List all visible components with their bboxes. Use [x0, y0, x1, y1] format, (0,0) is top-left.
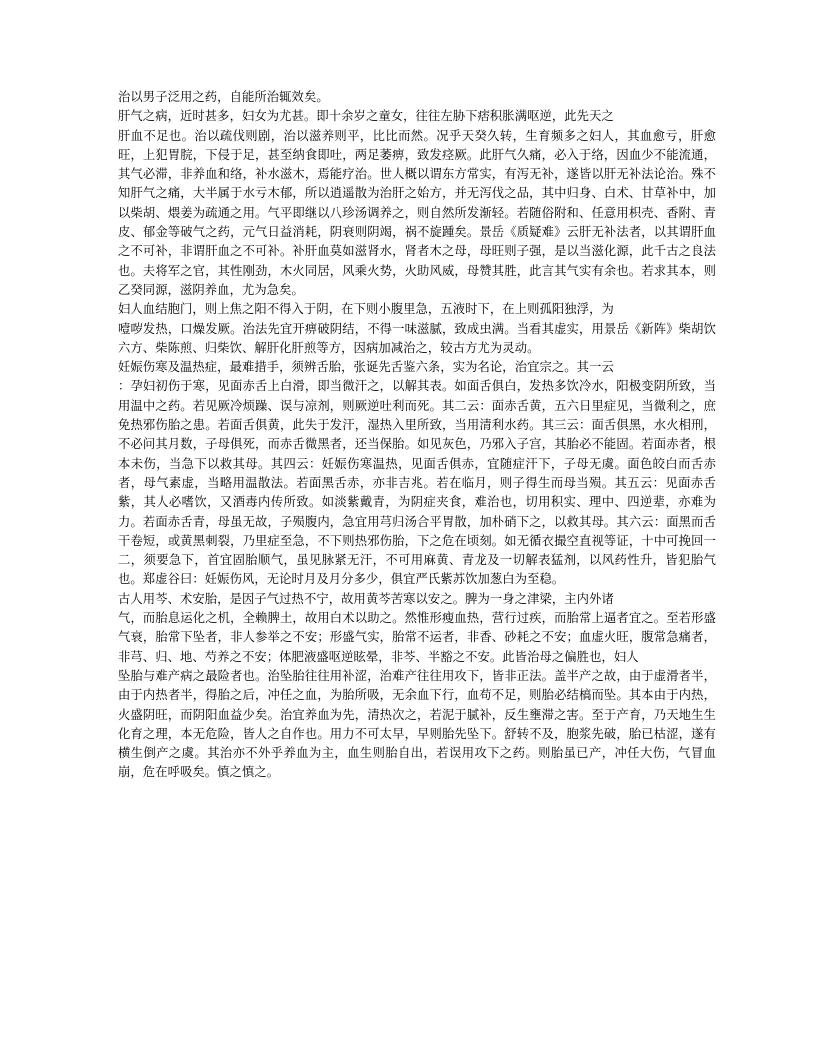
paragraph: 古人用芩、术安胎，是因子气过热不宁，故用黄芩苦寒以安之。脾为一身之津梁，主内外诸: [118, 591, 614, 606]
document-body: [118, 88, 716, 783]
paragraph: 气，而胎息运化之机，全赖脾土，故用白术以助之。然惟形瘦血热，营行过疾，而胎常上逼者宜之。至若形盛气衰，胎常下坠者，非人参举之不安；形盛气实，胎常不运者，非香、砂耗之不安；血虚火旺，腹常急痛者，非芎、归、地、芍养之不安；体肥液盛呕逆眩晕，非芩、半豁之不安。此皆治母之偏胜也，妇人: [118, 611, 716, 664]
paragraph: 妇人血结胞门，则上焦之阳不得入于阴，在下则小腹里急，五液时下，在上则孤阳独浮，为: [118, 302, 614, 317]
paragraph: 治以男子泛用之药，自能所治辄效矣。: [118, 90, 329, 104]
paragraph: 肝血不足也。治以疏伐则剧，治以滋养则平，比比而然。况乎天癸久转，生育频多之妇人，其血愈亏，肝愈旺，上犯胃脘，下侵于足，甚至纳食即吐，两足萎痹，致发痉厥。此肝气久痛，必入于络，因血少不能流通，其气必滞，非养血和络，补水滋木，焉能疗治。世人概以谓东方常实，有泻无补，遂皆以肝无补法论治。殊不知肝气之痛，大半属于水亏木郁，所以逍遥散为治肝之始方，并无泻伐之品，其中归身、白术、甘草补中，加以柴胡、煨姜为疏通之用。气平即继以八珍汤调养之，则自然所发渐轻。若随俗附和、任意用枳壳、香附、青皮、郁金等破气之药，元气日益消耗，阴衰则阴竭，祸不旋踵矣。景岳《质疑难》云肝无补法者，以其谓肝血之不可补，非谓肝血之不可补。补肝血莫如滋肾水，肾者木之母，母旺则子强，是以当滋化源，此千古之良法也。夫将军之官，其性刚劲，木火同居，风乘火势，火助风威，母赞其胜，此言其气实有余也。若求其本，则乙癸同源，滋阴养血，尤为急矣。: [118, 128, 716, 297]
paragraph: ：孕妇初伤于寒，见面赤舌上白滑，即当微汗之，以解其表。如面舌俱白，发热多饮冷水，阳极变阴所致，当用温中之药。若见厥冷烦躁、误与凉剂，则厥逆吐利而死。其二云：面赤舌黄，五六日里症见，当微利之，庶免热邪伤胎之患。若面舌俱黄，此失于发汗，湿热入里所致，当用清利水药。其三云：面舌俱黑，水火相刑，不必问其月数，子母俱死，而赤舌微黑者，还当保胎。如见灰色，乃邪入子宫，其胎必不能固。若面赤者，根本未伤，当急下以救其母。其四云：妊娠伤寒温热，见面舌俱赤，宜随症汗下，子母无虞。面色皎白而舌赤者，母气素虚，当略用温散法。若面黑舌赤，亦非吉兆。若在临月，则子得生而母当殒。其五云：见面赤舌紫，其人必嗜饮，又酒毒内传所致。如淡紫戴青，为阴症夹食，难治也，切用积实、理中、四逆辈，亦难为力。若面赤舌青，母虽无故，子殒腹内，急宜用芎归汤合平胃散，加朴硝下之，以救其母。其六云：面黑而舌干卷短，或黄黑刺裂，乃里症至急，不下则热邪伤胎，下之危在顷刻。如无循衣撮空直视等证，十中可挽回一二，须要急下，首宜固胎顺气，虽见脉紧无汗，不可用麻黄、青龙及一切解表猛剂，以风药性升，皆犯胎气也。郑虚谷曰：妊娠伤风，无论时月及月分多少，俱宜严氏紫苏饮加葱白为至稳。: [118, 379, 716, 587]
paragraph: 噎哕发热，口燥发厥。治法先宜开痹破阴结，不得一味滋腻，致成虫满。当看其虚实，用景岳《新阵》柴胡饮六方、柴陈煎、归柴饮、解肝化肝煎等方，因病加减治之，较古方尤为灵动。: [118, 321, 716, 355]
paragraph: 妊娠伤寒及温热症，最难措手，须辨舌胎，张诞先舌鉴六条，实为名论，治宜宗之。其一云: [118, 360, 614, 375]
paragraph: 肝气之病，近时甚多，妇女为尤甚。即十余岁之童女，往往左胁下痞积胀满呕逆，此先天之: [118, 109, 614, 124]
paragraph: 坠胎与难产病之最险者也。治坠胎往往用补涩，治难产往往用攻下，皆非正法。盖半产之故，由于虚滑者半，由于内热者半，得胎之后，冲任之血，为胎所吸，无余血下行，血苟不足，则胎必结槁而坠。其本由于内热，火盛阴旺，而阴阳血益少矣。治宜养血为先，清热次之，若泥于腻补，反生壅滞之害。至于产育，乃天地生生化育之理，本无危险，皆人之自作也。用力不可太早，早则胎先坠下。舒转不及，胞浆先破，胎已枯涩，遂有横生倒产之虞。其治亦不外乎养血为主，血生则胎自出，若误用攻下之药。则胎虽已产，冲任大伤，气冒血崩，危在呼吸矣。慎之慎之。: [118, 668, 716, 780]
